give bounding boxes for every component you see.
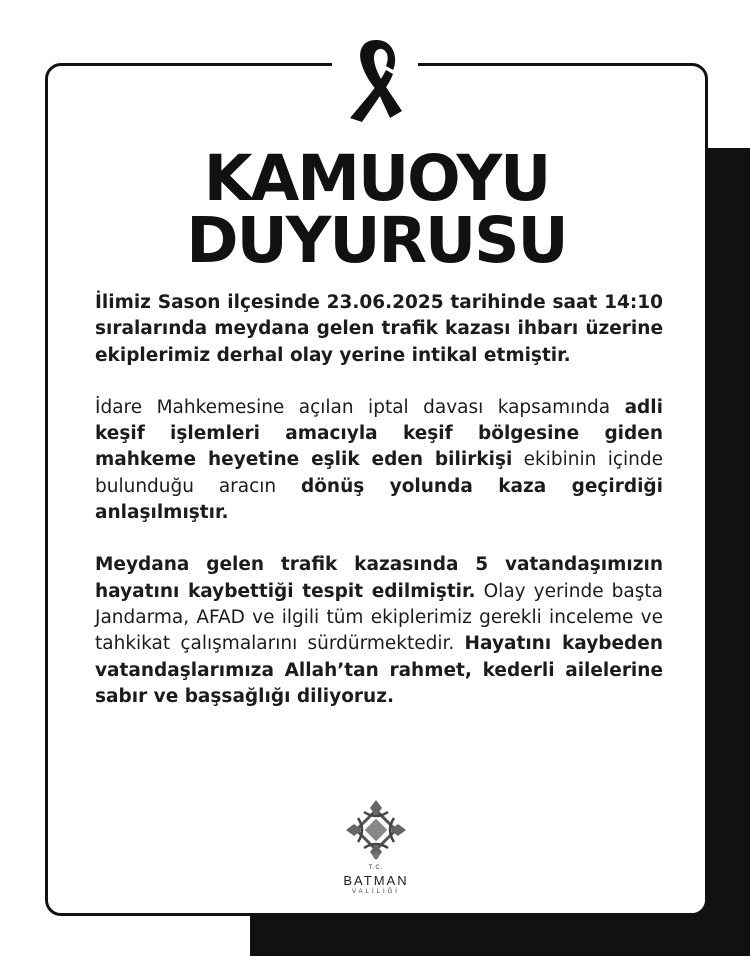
paragraph-3-part-c: Hayatını kaybeden vatandaşlarımıza Allah’tan rahmet, kederli ailelerine sabır ve başsağlığı diliyoruz. bbox=[95, 633, 664, 707]
logo-emblem-icon bbox=[344, 798, 408, 862]
paragraph-2 bbox=[95, 395, 663, 526]
announcement-body bbox=[95, 290, 663, 710]
paragraph-2-part-b: adli keşif işlemleri amacıyla keşif bölgesine giden mahkeme heyetine eşlik eden bilirkişi bbox=[95, 396, 663, 471]
paragraph-2-part-c: ekibinin içinde bulunduğu aracın bbox=[95, 449, 663, 497]
paragraph-3-part-b: Olay yerinde başta Jandarma, AFAD ve ilgili tüm ekiplerimiz gerekli inceleme ve tahkikat çalışmalarını sürdürmektedir. bbox=[95, 580, 663, 655]
logo-tc-text: T.C. bbox=[368, 865, 384, 871]
paragraph-2-part-a: İdare Mahkemesine açılan iptal davası kapsamında bbox=[95, 396, 625, 418]
paragraph-3 bbox=[95, 552, 663, 710]
mourning-ribbon-icon bbox=[338, 36, 414, 122]
paragraph-3-part-a: Meydana gelen trafik kazasında 5 vatandaşımızın hayatını kaybettiği tespit edilmiştir. bbox=[95, 554, 663, 602]
paragraph-1: İlimiz Sason ilçesinde 23.06.2025 tarihinde saat 14:10 sıralarında meydana gelen trafik kazası ihbarı üzerine ekiplerimiz derhal olay yerine intikal etmiştir. bbox=[95, 292, 663, 366]
title-line-2: DUYURUSU bbox=[186, 204, 567, 277]
logo-name-text: BATMAN bbox=[343, 873, 409, 888]
logo-sub-text: VALİLİĞİ bbox=[352, 889, 400, 895]
title-line-1: KAMUOYU bbox=[203, 142, 550, 215]
paragraph-2-part-d: dönüş yolunda kaza geçirdiği anlaşılmıştır. bbox=[95, 475, 663, 524]
page-title bbox=[45, 142, 708, 277]
batman-valiligi-logo bbox=[331, 798, 421, 908]
